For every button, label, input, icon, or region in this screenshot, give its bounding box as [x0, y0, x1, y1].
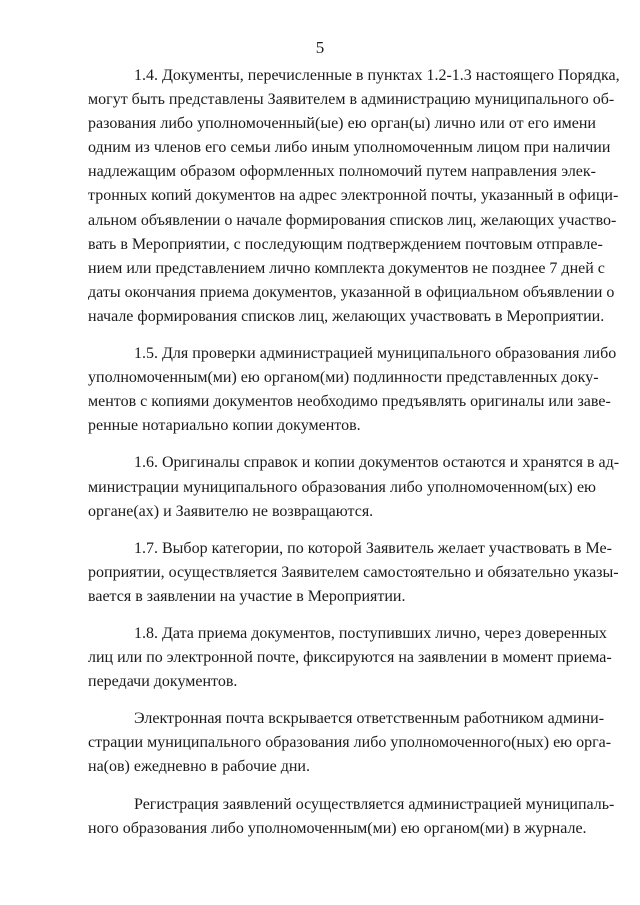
- text-line: нием или представлением лично комплекта документов не позднее 7 дней с: [88, 259, 605, 277]
- text-line: разования либо уполномоченный(ые) ею орган(ы) лично или от его имени: [88, 115, 596, 133]
- paragraph-p-1-7: [88, 537, 619, 609]
- text-line: альном объявлении о начале формирования списков лиц, желающих участво-: [88, 211, 617, 229]
- text-line: министрации муниципального образования либо уполномоченном(ых) ею: [88, 478, 596, 496]
- text-line: даты окончания приема документов, указанной в официальном объявлении о: [88, 283, 615, 301]
- text-line: 1.4. Документы, перечисленные в пунктах 1.2-1.3 настоящего Порядка,: [134, 67, 620, 84]
- text-line: вать в Мероприятии, с последующим подтверждением почтовым отправле-: [88, 235, 603, 253]
- text-line: 1.7. Выбор категории, по которой Заявитель желает участвовать в Ме-: [134, 539, 612, 557]
- text-line: 1.6. Оригиналы справок и копии документов остаются и хранятся в ад-: [134, 454, 620, 472]
- text-line: ного образования либо уполномоченным(ми) ею органом(ми) в журнале.: [88, 819, 587, 837]
- paragraph-p-1-6: [88, 451, 620, 523]
- text-line: 1.5. Для проверки администрацией муниципального образования либо: [134, 345, 617, 363]
- text-line: органе(ах) и Заявителю не возвращаются.: [88, 502, 374, 520]
- text-line: одним из членов его семьи либо иным уполномоченным лицом при наличии: [88, 139, 611, 157]
- text-line: уполномоченным(ми) ею органом(ми) подлинности представленных доку-: [88, 369, 599, 387]
- text-line: ментов с копиями документов необходимо предъявлять оригиналы или заве-: [88, 393, 611, 411]
- text-line: Электронная почта вскрывается ответственным работником админи-: [134, 710, 605, 728]
- text-line: надлежащим образом оформленных полномочий путем направления элек-: [88, 163, 596, 181]
- text-line: Регистрация заявлений осуществляется администрацией муниципаль-: [134, 795, 615, 813]
- text-line: могут быть представлены Заявителем в администрацию муниципального об-: [88, 91, 615, 109]
- text-line: передачи документов.: [88, 673, 238, 691]
- paragraph-p-registration: [88, 793, 615, 841]
- text-line: вается в заявлении на участие в Мероприятии.: [88, 587, 406, 605]
- text-line: на(ов) ежедневно в рабочие дни.: [88, 758, 310, 776]
- body-text: [88, 64, 620, 854]
- text-line: ренные нотариально копии документов.: [88, 417, 361, 435]
- text-line: лиц или по электронной почте, фиксируются на заявлении в момент приема-: [88, 649, 612, 667]
- text-line: 1.8. Дата приема документов, поступивших лично, через доверенных: [134, 624, 607, 642]
- paragraph-p-1-5: [88, 342, 617, 438]
- text-line: тронных копий документов на адрес электронной почты, указанный в офици-: [88, 187, 619, 205]
- text-line: роприятии, осуществляется Заявителем самостоятельно и обязательно указы-: [88, 563, 619, 581]
- page-number: 5: [315, 38, 325, 57]
- text-line: страции муниципального образования либо уполномоченного(ных) ею орга-: [88, 734, 612, 752]
- paragraph-p-email: [88, 707, 612, 779]
- paragraph-p-1-4: [88, 64, 620, 329]
- paragraph-p-1-8: [88, 622, 612, 694]
- text-line: начале формирования списков лиц, желающих участвовать в Мероприятии.: [88, 307, 605, 325]
